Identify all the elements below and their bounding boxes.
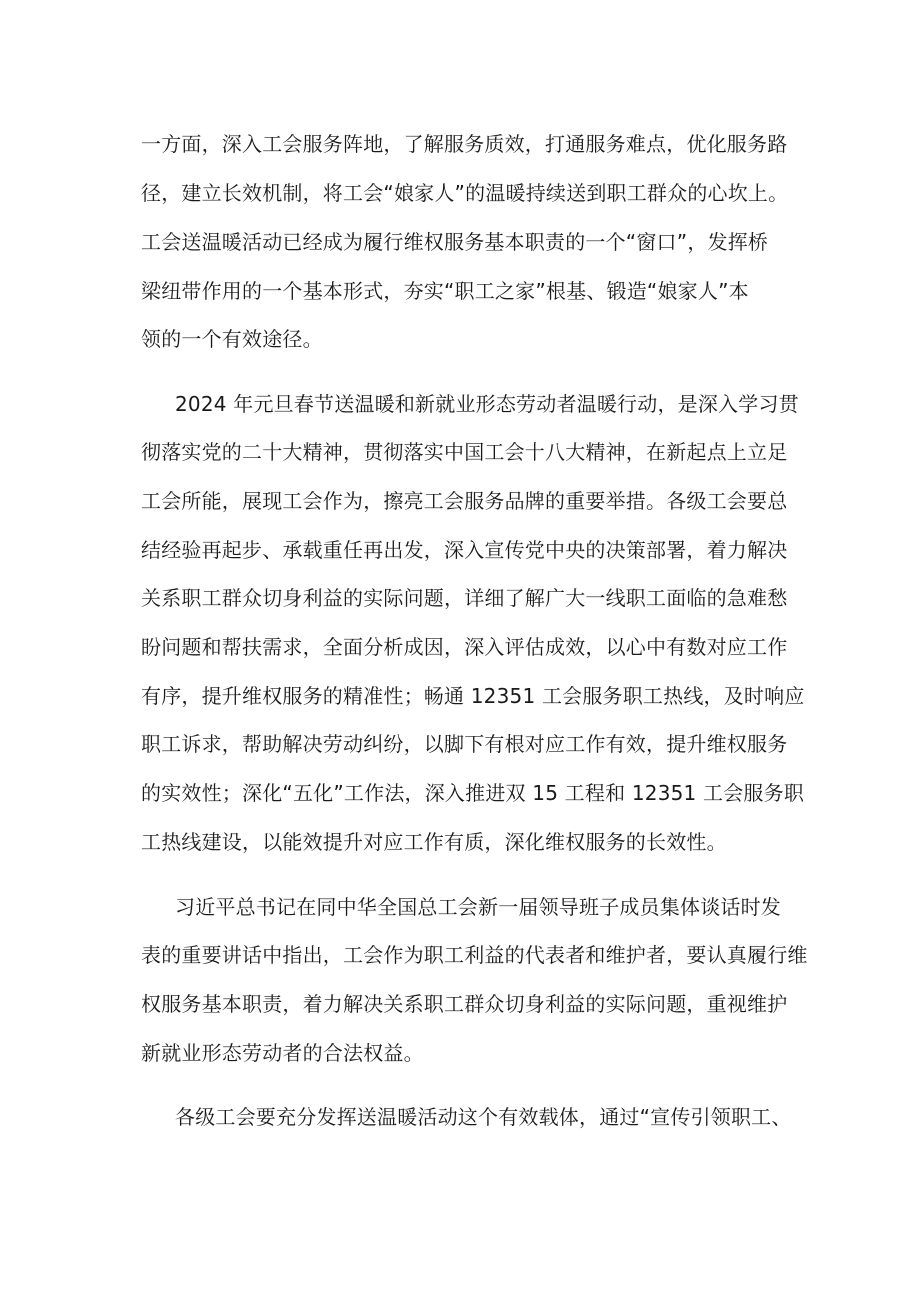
text-line: 职工诉求，帮助解决劳动纠纷，以脚下有根对应工作有效，提升维权服务 bbox=[141, 732, 788, 756]
text-line: 有序，提升维权服务的精准性；畅通 12351 工会服务职工热线，及时响应 bbox=[141, 684, 805, 708]
text-line: 新就业形态劳动者的合法权益。 bbox=[141, 1041, 424, 1065]
text-line: 彻落实党的二十大精神，贯彻落实中国工会十八大精神，在新起点上立足 bbox=[141, 440, 788, 464]
text-line: 梁纽带作用的一个基本形式，夯实“职工之家”根基、锻造“娘家人”本 bbox=[141, 279, 749, 303]
text-line: 表的重要讲话中指出，工会作为职工利益的代表者和维护者，要认真履行维 bbox=[141, 943, 808, 967]
text-line: 一方面，深入工会服务阵地，了解服务质效，打通服务难点，优化服务路 bbox=[141, 132, 788, 156]
text-line: 各级工会要充分发挥送温暖活动这个有效载体，通过“宣传引领职工、 bbox=[175, 1105, 792, 1129]
text-line: 结经验再起步、承载重任再出发，深入宣传党中央的决策部署，着力解决 bbox=[141, 538, 788, 562]
text-line: 领的一个有效途径。 bbox=[141, 327, 323, 351]
text-line: 的实效性；深化“五化”工作法，深入推进双 15 工程和 12351 工会服务职 bbox=[141, 781, 805, 805]
text-line: 关系职工群众切身利益的实际问题，详细了解广大一线职工面临的急难愁 bbox=[141, 586, 788, 610]
text-line: 习近平总书记在同中华全国总工会新一届领导班子成员集体谈话时发 bbox=[175, 895, 781, 919]
text-line: 2024 年元旦春节送温暖和新就业形态劳动者温暖行动，是深入学习贯 bbox=[175, 392, 799, 416]
text-line: 工会所能，展现工会作为，擦亮工会服务品牌的重要举措。各级工会要总 bbox=[141, 489, 788, 513]
text-line: 径，建立长效机制，将工会“娘家人”的温暖持续送到职工群众的心坎上。 bbox=[141, 181, 789, 205]
text-line: 权服务基本职责，着力解决关系职工群众切身利益的实际问题，重视维护 bbox=[141, 992, 788, 1016]
text-line: 盼问题和帮扶需求，全面分析成因，深入评估成效，以心中有数对应工作 bbox=[141, 635, 788, 659]
text-line: 工热线建设，以能效提升对应工作有质，深化维权服务的长效性。 bbox=[141, 830, 727, 854]
text-line: 工会送温暖活动已经成为履行维权服务基本职责的一个“窗口”，发挥桥 bbox=[141, 230, 769, 254]
